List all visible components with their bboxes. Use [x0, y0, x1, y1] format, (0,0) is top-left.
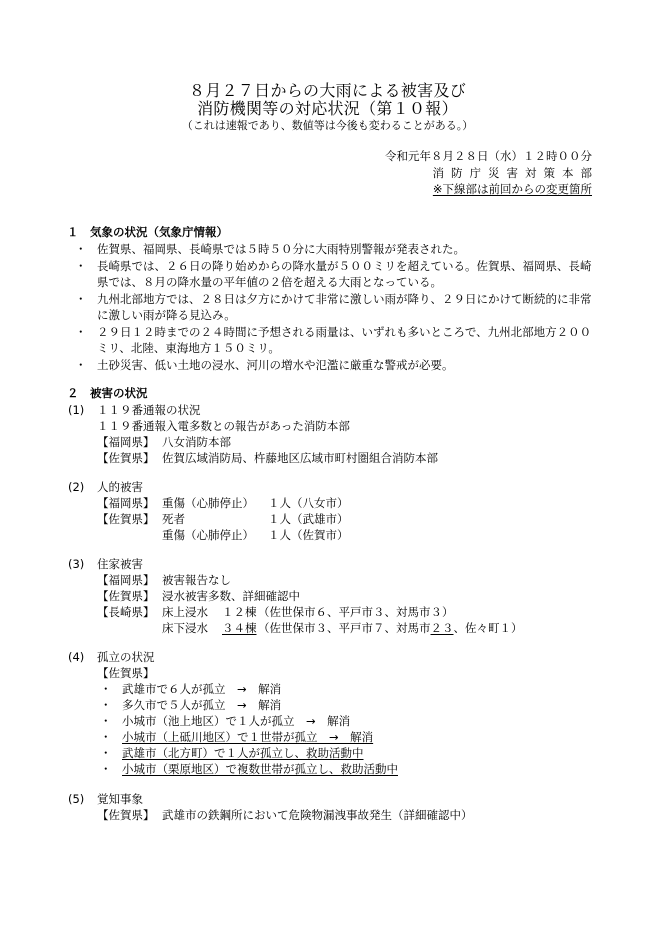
- casualty-type: 重傷（心肺停止）: [162, 496, 254, 510]
- isolation-item-1: 武雄市で６人が孤立 → 解消: [122, 682, 282, 696]
- change-note: ※下線部は前回からの変更箇所: [432, 182, 592, 196]
- prefecture-label: 【佐賀県】: [97, 808, 155, 822]
- prefecture-label: 【福岡県】: [97, 496, 155, 510]
- report-date: 令和元年８月２８日（水）１２時００分: [385, 149, 592, 163]
- casualty-type: 死者: [162, 512, 185, 526]
- section2-heading: ２ 被害の状況: [67, 386, 148, 400]
- isolation-item-text: 小城市（栗原地区）で複数世帯が孤立し、救助活動中: [122, 762, 398, 776]
- casualty-count: １人（武雄市）: [268, 512, 349, 526]
- bullet: ・: [100, 714, 112, 728]
- housing-damage-text: 浸水被害多数、詳細確認中: [162, 589, 300, 603]
- bullet: ・: [75, 242, 87, 256]
- fire-department: 佐賀広域消防局、杵藤地区広域市町村圏組合消防本部: [162, 451, 438, 465]
- prefecture-label: 【長崎県】: [97, 605, 155, 619]
- flood-below-floor-detail: [258, 621, 523, 635]
- weather-item-4-line1: ２９日１２時までの２４時間に予想される雨量は、いずれも多いところで、九州北部地方２００: [97, 325, 592, 339]
- subsection-number: (3): [68, 557, 85, 571]
- prefecture-label: 【佐賀県】: [97, 666, 155, 680]
- isolation-item-5: [100, 746, 364, 760]
- isolation-item-3: 小城市（池上地区）で１人が孤立 → 解消: [122, 714, 351, 728]
- bullet: ・: [100, 730, 112, 744]
- flood-above-floor-label: 床上浸水: [162, 605, 208, 619]
- subsection-description: １１９番通報入電多数との報告があった消防本部: [97, 419, 350, 433]
- prefecture-label: 【佐賀県】: [97, 451, 155, 465]
- issuing-office: 消防庁災害対策本部: [432, 166, 599, 180]
- subsection-number: (5): [68, 792, 85, 806]
- isolation-item-text: 武雄市（北方町）で１人が孤立し、救助活動中: [122, 746, 364, 760]
- bullet: ・: [75, 292, 87, 306]
- subsection-number: (2): [68, 480, 85, 494]
- document-title-line1: ８月２７日からの大雨による被害及び: [188, 81, 467, 100]
- prefecture-label: 【佐賀県】: [97, 589, 155, 603]
- subsection-title: 孤立の状況: [97, 650, 155, 664]
- bullet: ・: [100, 682, 112, 696]
- subsection-number: (4): [68, 650, 85, 664]
- bullet: ・: [100, 746, 112, 760]
- isolation-item-6: [100, 762, 398, 776]
- prefecture-label: 【福岡県】: [97, 573, 155, 587]
- casualty-type: 重傷（心肺停止）: [162, 528, 254, 542]
- isolation-item-4: [100, 730, 373, 744]
- casualty-count: １人（八女市）: [268, 496, 349, 510]
- subsection-title: 人的被害: [97, 480, 143, 494]
- flood-above-floor-detail: （佐世保市６、平戸市３、対馬市３）: [258, 605, 454, 619]
- disclaimer-note: （これは速報であり、数値等は今後も変わることがある。）: [181, 119, 474, 132]
- weather-item-5: 土砂災害、低い土地の浸水、河川の増水や氾濫に厳重な警戒が必要。: [97, 358, 454, 372]
- section1-heading: １ 気象の状況（気象庁情報）: [67, 225, 228, 239]
- incident-text: 武雄市の鉄鋼所において危険物漏洩事故発生（詳細確認中）: [162, 808, 473, 822]
- prefecture-label: 【佐賀県】: [97, 512, 155, 526]
- subsection-title: 覚知事象: [97, 792, 143, 806]
- bullet: ・: [75, 259, 87, 273]
- bullet: ・: [75, 358, 87, 372]
- isolation-item-text: 小城市（上砥川地区）で１世帯が孤立 → 解消: [122, 730, 374, 744]
- subsection-title: １１９番通報の状況: [97, 403, 201, 417]
- prefecture-label: 【福岡県】: [97, 435, 155, 449]
- bullet: ・: [100, 762, 112, 776]
- bullet: ・: [100, 698, 112, 712]
- bullet: ・: [75, 325, 87, 339]
- housing-damage-text: 被害報告なし: [162, 573, 231, 587]
- subsection-number: (1): [68, 403, 85, 417]
- weather-item-1: 佐賀県、福岡県、長崎県では５時５０分に大雨特別警報が発表された。: [97, 242, 465, 256]
- weather-item-3-line1: 九州北部地方では、２８日は夕方にかけて非常に激しい雨が降り、２９日にかけて断続的に非常: [97, 292, 592, 306]
- flood-above-floor-count: １２棟: [222, 605, 257, 619]
- document-title-line2: 消防機関等の対応状況（第１０報）: [197, 99, 458, 118]
- isolation-item-2: 多久市で５人が孤立 → 解消: [122, 698, 282, 712]
- subsection-title: 住家被害: [97, 557, 143, 571]
- detail-part-a: （佐世保市３、平戸市７、対馬市: [258, 621, 431, 635]
- weather-item-3-line2: に激しい雨が降る見込み。: [97, 308, 236, 322]
- fire-department: 八女消防本部: [162, 435, 231, 449]
- weather-item-2-line2: 県では、８月の降水量の平年値の２倍を超える大雨となっている。: [97, 275, 442, 289]
- detail-part-b: 、佐々町１）: [453, 621, 523, 635]
- weather-item-4-line2: ミリ、北陸、東海地方１５０ミリ。: [97, 341, 280, 355]
- flood-below-floor-label: 床下浸水: [162, 621, 208, 635]
- weather-item-2-line1: 長崎県では、２６日の降り始めからの降水量が５００ミリを超えている。佐賀県、福岡県、長崎: [97, 259, 592, 273]
- detail-changed-value: ２３: [430, 621, 454, 635]
- flood-below-floor-count: ３４棟: [222, 621, 257, 635]
- casualty-count: １人（佐賀市）: [268, 528, 349, 542]
